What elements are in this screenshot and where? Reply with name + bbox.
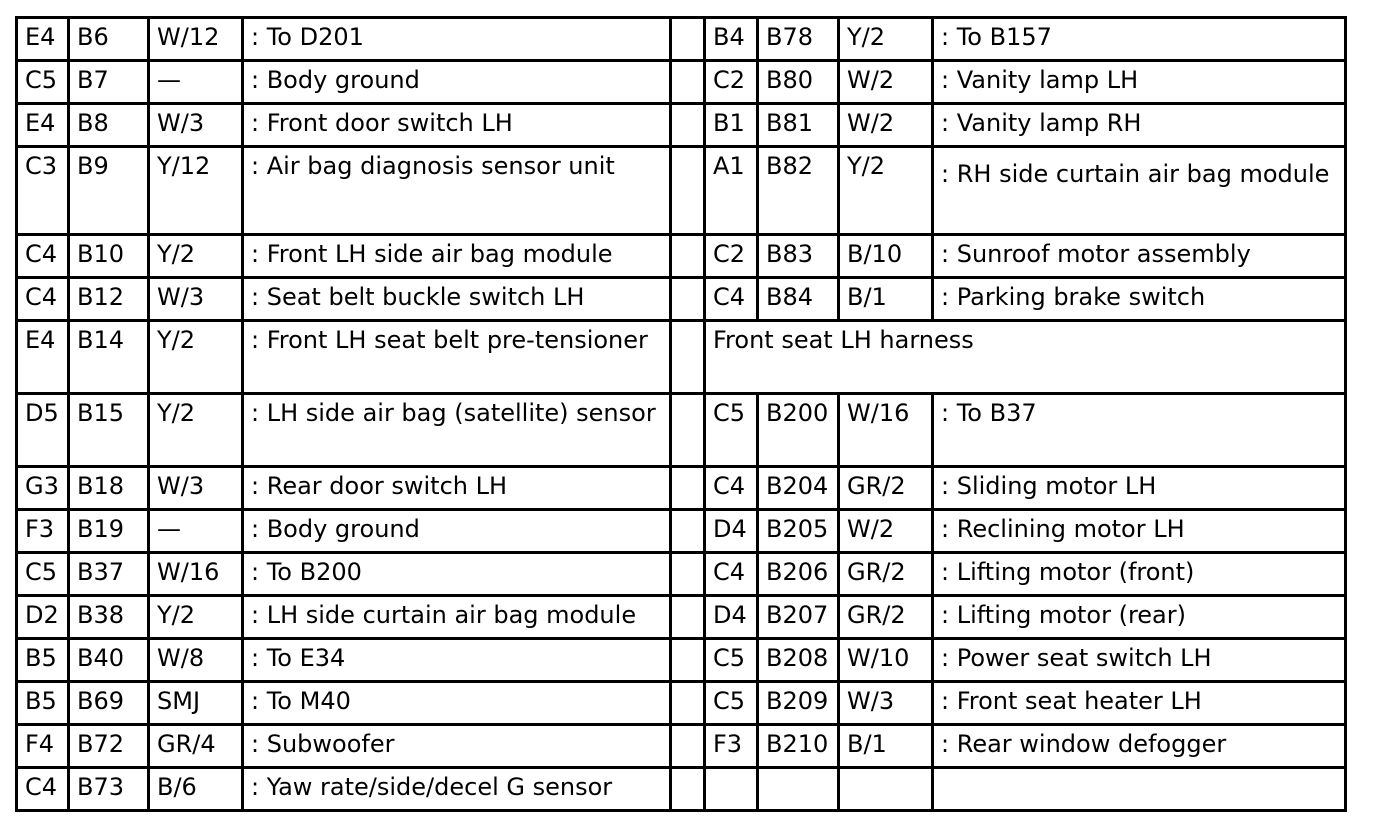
connector-type: Y/2 (839, 18, 933, 61)
table-row (17, 768, 1346, 811)
table-row (17, 104, 1346, 147)
grid-cell: C4 (705, 553, 758, 596)
connector-code: B8 (69, 104, 149, 147)
table-row (17, 18, 1346, 61)
connector-description: : To M40 (243, 682, 671, 725)
connector-type: W/2 (839, 510, 933, 553)
grid-cell: C2 (705, 235, 758, 278)
connector-description: : To B37 (933, 394, 1346, 467)
grid-cell: C5 (705, 682, 758, 725)
connector-code: B204 (758, 467, 839, 510)
grid-cell: D5 (17, 394, 69, 467)
connector-type: Y/2 (149, 596, 243, 639)
table-row (17, 278, 1346, 321)
column-divider (671, 147, 705, 235)
connector-code: B18 (69, 467, 149, 510)
connector-code: B209 (758, 682, 839, 725)
table-row (17, 394, 1346, 467)
connector-description: : RH side curtain air bag module (933, 147, 1346, 235)
connector-type: B/1 (839, 725, 933, 768)
grid-cell: E4 (17, 104, 69, 147)
grid-cell: C4 (705, 467, 758, 510)
table-row (17, 147, 1346, 235)
connector-description: : Subwoofer (243, 725, 671, 768)
connector-code: B69 (69, 682, 149, 725)
connector-code: B19 (69, 510, 149, 553)
connector-type: GR/2 (839, 596, 933, 639)
connector-code: B207 (758, 596, 839, 639)
connector-code: B83 (758, 235, 839, 278)
grid-cell: E4 (17, 18, 69, 61)
connector-description: : Air bag diagnosis sensor unit (243, 147, 671, 235)
connector-code: B40 (69, 639, 149, 682)
connector-type: — (149, 61, 243, 104)
connector-description: : Sunroof motor assembly (933, 235, 1346, 278)
connector-type: Y/2 (149, 394, 243, 467)
grid-cell: B4 (705, 18, 758, 61)
connector-type: W/3 (149, 104, 243, 147)
column-divider (671, 278, 705, 321)
connector-description: : Front door switch LH (243, 104, 671, 147)
grid-cell: E4 (17, 321, 69, 394)
connector-code: B200 (758, 394, 839, 467)
connector-code: B208 (758, 639, 839, 682)
connector-code: B72 (69, 725, 149, 768)
connector-table (15, 16, 1347, 812)
connector-code: B14 (69, 321, 149, 394)
grid-cell: C3 (17, 147, 69, 235)
table-row (17, 467, 1346, 510)
grid-cell: F3 (705, 725, 758, 768)
section-heading: Front seat LH harness (705, 321, 1346, 394)
column-divider (671, 61, 705, 104)
table-row (17, 235, 1346, 278)
column-divider (671, 394, 705, 467)
column-divider (671, 596, 705, 639)
connector-type: — (149, 510, 243, 553)
connector-description: : To E34 (243, 639, 671, 682)
connector-description: : Front seat heater LH (933, 682, 1346, 725)
connector-description: : LH side air bag (satellite) sensor (243, 394, 671, 467)
connector-description (933, 768, 1346, 811)
table-row (17, 61, 1346, 104)
grid-cell: C4 (705, 278, 758, 321)
connector-code: B9 (69, 147, 149, 235)
grid-cell: D4 (705, 510, 758, 553)
connector-code: B37 (69, 553, 149, 596)
connector-type: B/10 (839, 235, 933, 278)
column-divider (671, 467, 705, 510)
connector-type: Y/2 (149, 235, 243, 278)
connector-code: B81 (758, 104, 839, 147)
connector-type (839, 768, 933, 811)
connector-code: B84 (758, 278, 839, 321)
grid-cell: C5 (705, 639, 758, 682)
connector-description: : Front LH seat belt pre-tensioner (243, 321, 671, 394)
connector-description: : Reclining motor LH (933, 510, 1346, 553)
connector-code: B6 (69, 18, 149, 61)
connector-type: B/1 (839, 278, 933, 321)
connector-type: W/3 (839, 682, 933, 725)
connector-type: GR/2 (839, 467, 933, 510)
column-divider (671, 510, 705, 553)
table-row (17, 639, 1346, 682)
connector-type: W/3 (149, 278, 243, 321)
grid-cell (705, 768, 758, 811)
connector-type: W/16 (839, 394, 933, 467)
connector-description: : Yaw rate/side/decel G sensor (243, 768, 671, 811)
connector-code (758, 768, 839, 811)
connector-description: : Body ground (243, 61, 671, 104)
grid-cell: C5 (705, 394, 758, 467)
connector-description: : Lifting motor (front) (933, 553, 1346, 596)
grid-cell: C2 (705, 61, 758, 104)
grid-cell: C5 (17, 61, 69, 104)
connector-description: : Front LH side air bag module (243, 235, 671, 278)
connector-code: B38 (69, 596, 149, 639)
table-row (17, 321, 1346, 394)
grid-cell: B5 (17, 682, 69, 725)
table-row (17, 682, 1346, 725)
table-row (17, 596, 1346, 639)
grid-cell: A1 (705, 147, 758, 235)
connector-type: W/16 (149, 553, 243, 596)
connector-code: B205 (758, 510, 839, 553)
connector-code: B80 (758, 61, 839, 104)
connector-type: SMJ (149, 682, 243, 725)
table-row (17, 510, 1346, 553)
grid-cell: C5 (17, 553, 69, 596)
connector-type: GR/2 (839, 553, 933, 596)
grid-cell: C4 (17, 278, 69, 321)
connector-type: W/2 (839, 61, 933, 104)
grid-cell: B5 (17, 639, 69, 682)
connector-description: : Parking brake switch (933, 278, 1346, 321)
connector-description: : To D201 (243, 18, 671, 61)
connector-description: : LH side curtain air bag module (243, 596, 671, 639)
grid-cell: C4 (17, 235, 69, 278)
column-divider (671, 18, 705, 61)
column-divider (671, 768, 705, 811)
connector-description: : Body ground (243, 510, 671, 553)
column-divider (671, 235, 705, 278)
grid-cell: F3 (17, 510, 69, 553)
grid-cell: C4 (17, 768, 69, 811)
connector-description: : To B200 (243, 553, 671, 596)
connector-description: : Rear door switch LH (243, 467, 671, 510)
connector-description: : Vanity lamp LH (933, 61, 1346, 104)
column-divider (671, 725, 705, 768)
connector-code: B206 (758, 553, 839, 596)
connector-description: : Rear window defogger (933, 725, 1346, 768)
column-divider (671, 553, 705, 596)
connector-type: Y/12 (149, 147, 243, 235)
connector-description: : Vanity lamp RH (933, 104, 1346, 147)
grid-cell: G3 (17, 467, 69, 510)
grid-cell: D2 (17, 596, 69, 639)
connector-type: GR/4 (149, 725, 243, 768)
connector-code: B15 (69, 394, 149, 467)
connector-description: : Sliding motor LH (933, 467, 1346, 510)
grid-cell: B1 (705, 104, 758, 147)
connector-description: : Lifting motor (rear) (933, 596, 1346, 639)
connector-code: B10 (69, 235, 149, 278)
connector-type: W/2 (839, 104, 933, 147)
connector-code: B78 (758, 18, 839, 61)
column-divider (671, 682, 705, 725)
column-divider (671, 321, 705, 394)
connector-description: : Seat belt buckle switch LH (243, 278, 671, 321)
connector-code: B12 (69, 278, 149, 321)
grid-cell: D4 (705, 596, 758, 639)
connector-code: B7 (69, 61, 149, 104)
connector-description: : To B157 (933, 18, 1346, 61)
connector-type: W/8 (149, 639, 243, 682)
connector-type: W/12 (149, 18, 243, 61)
connector-type: W/3 (149, 467, 243, 510)
connector-code: B210 (758, 725, 839, 768)
grid-cell: F4 (17, 725, 69, 768)
connector-type: W/10 (839, 639, 933, 682)
connector-description: : Power seat switch LH (933, 639, 1346, 682)
table-row (17, 725, 1346, 768)
column-divider (671, 639, 705, 682)
connector-code: B73 (69, 768, 149, 811)
connector-type: B/6 (149, 768, 243, 811)
table-row (17, 553, 1346, 596)
connector-code: B82 (758, 147, 839, 235)
column-divider (671, 104, 705, 147)
connector-type: Y/2 (839, 147, 933, 235)
connector-type: Y/2 (149, 321, 243, 394)
